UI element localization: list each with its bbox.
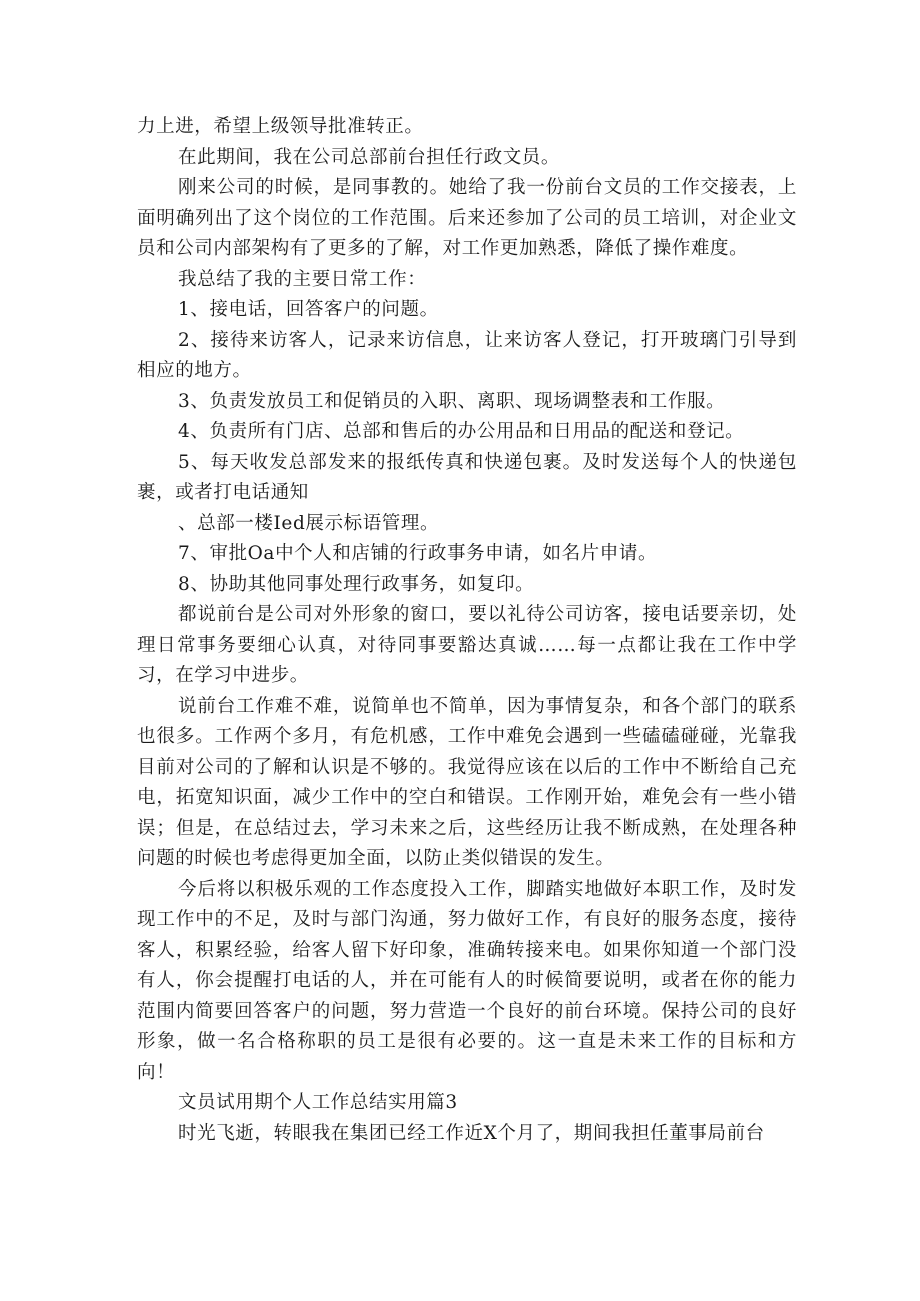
list-item-2: 2、接待来访客人，记录来访信息，让来访客人登记，打开玻璃门引导到相应的地方。 bbox=[137, 329, 797, 381]
document-body bbox=[137, 112, 797, 1149]
list-item-7: 7、审批Oa中个人和店铺的行政事务申请，如名片申请。 bbox=[178, 543, 658, 564]
paragraph-continuation: 力上进，希望上级领导批准转正。 bbox=[137, 116, 424, 137]
list-item-4: 4、负责所有门店、总部和售后的办公用品和日用品的配送和登记。 bbox=[178, 421, 745, 442]
list-item-5: 5、每天收发总部发来的报纸传真和快递包裹。及时发送每个人的快递包裹，或者打电话通知 bbox=[137, 451, 797, 503]
section-heading: 文员试用期个人工作总结实用篇3 bbox=[178, 1092, 458, 1113]
list-item-8: 8、协助其他同事处理行政事务，如复印。 bbox=[178, 573, 535, 595]
paragraph-future-plans: 今后将以积极乐观的工作态度投入工作，脚踏实地做好本职工作，及时发现工作中的不足，及时与部门沟通，努力做好工作，有良好的服务态度，接待客人，积累经验，给客人留下好印象，准确转接来电。如果你知道一个部门没有人，你会提醒打电话的人，并在可能有人的时候简要说明，或者在你的能力范围内简要回答客户的问题，努力营造一个良好的前台环境。保持公司的良好形象，做一名合格称职的员工是很有必要的。这一直是未来工作的目标和方向！ bbox=[137, 878, 797, 1083]
paragraph-position: 在此期间，我在公司总部前台担任行政文员。 bbox=[178, 146, 561, 168]
paragraph-section3-opening: 时光飞逝，转眼我在集团已经工作近X个月了，期间我担任董事局前台 bbox=[178, 1122, 765, 1144]
list-item-1: 1、接电话，回答客户的问题。 bbox=[178, 299, 439, 320]
paragraph-reflection: 说前台工作难不难，说简单也不简单，因为事情复杂，和各个部门的联系也很多。工作两个多月，有危机感，工作中难免会遇到一些磕磕碰碰，光靠我目前对公司的了解和认识是不够的。我觉得应该在以后的工作中不断给自己充电，拓宽知识面，减少工作中的空白和错误。工作刚开始，难免会有一些小错误；但是，在总结过去，学习未来之后，这些经历让我不断成熟，在处理各种问题的时候也考虑得更加全面，以防止类似错误的发生。 bbox=[137, 695, 797, 869]
paragraph-summary-intro: 我总结了我的主要日常工作： bbox=[178, 268, 427, 290]
list-item-6: 、总部一楼Ied展示标语管理。 bbox=[178, 512, 440, 534]
paragraph-front-desk-image: 都说前台是公司对外形象的窗口，要以礼待公司访客，接电话要亲切，处理日常事务要细心认真，对待同事要豁达真诚……每一点都让我在工作中学习，在学习中进步。 bbox=[137, 604, 797, 686]
paragraph-onboarding: 刚来公司的时候，是同事教的。她给了我一份前台文员的工作交接表，上面明确列出了这个岗位的工作范围。后来还参加了公司的员工培训，对企业文员和公司内部架构有了更多的了解，对工作更加熟悉，降低了操作难度。 bbox=[137, 177, 797, 259]
list-item-3: 3、负责发放员工和促销员的入职、离职、现场调整表和工作服。 bbox=[178, 390, 726, 412]
